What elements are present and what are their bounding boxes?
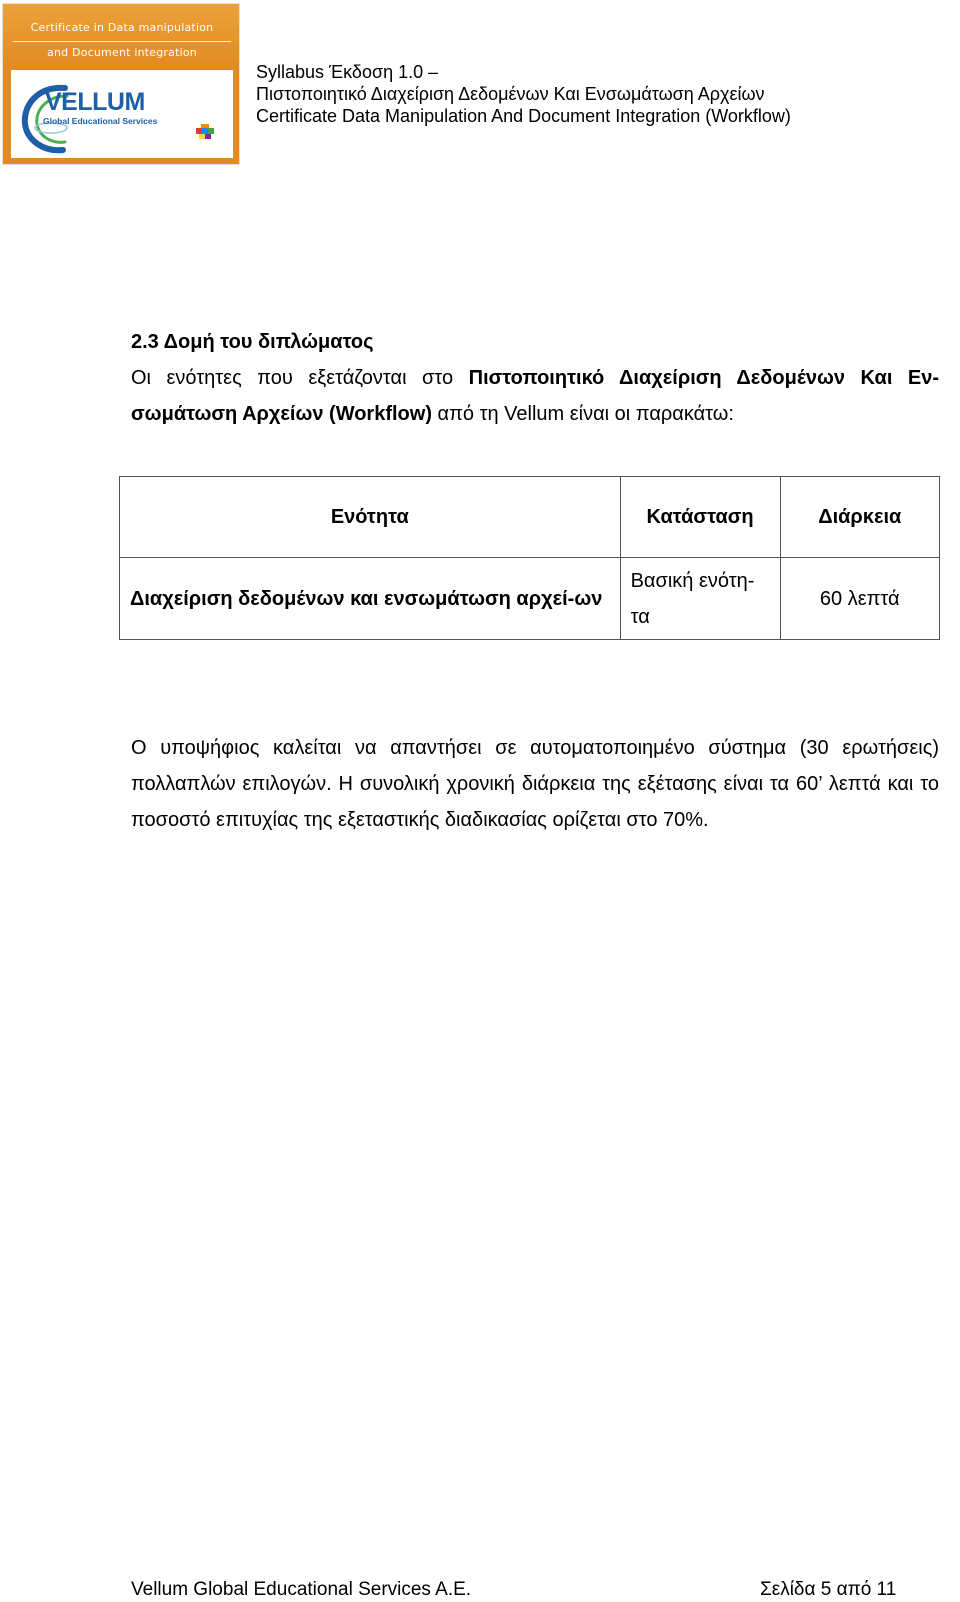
intro-text-end: από τη Vellum είναι οι παρακάτω: — [432, 403, 734, 425]
intro-certificate-name: Πιστοποιητικό Διαχείριση Δεδομένων Και Εν-σωμάτωση Αρχείων (Workflow) — [131, 367, 939, 425]
logo-brand: VELLUM — [45, 88, 145, 116]
exam-paragraph: Ο υποψήφιος καλείται να απαντήσει σε αυτοματοποιημένο σύστημα (30 ερωτήσεις) πολλαπλών επιλογών. Η συνολική χρονική διάρκεια της εξέτασης είναι τα 60’ λεπτά και το ποσοστό επιτυχίας της εξεταστικής διαδικασίας ορίζεται στο 70%. — [131, 737, 939, 831]
header-duration: Διάρκεια — [780, 477, 939, 558]
header-status: Κατάσταση — [620, 477, 780, 558]
intro-paragraph — [131, 360, 939, 432]
intro-text-start: Οι ενότητες που εξετάζονται στο — [131, 367, 469, 389]
table-header-row — [120, 477, 940, 558]
logo-subtitle: Global Educational Services — [43, 116, 158, 126]
header-title-english: Certificate Data Manipulation And Document Integration (Workflow) — [256, 106, 791, 126]
cell-module: Διαχείριση δεδομένων και ενσωμάτωση αρχεί-ων — [120, 558, 621, 640]
footer-company: Vellum Global Educational Services A.E. — [131, 1579, 472, 1600]
cube-icon — [195, 124, 215, 140]
logo-banner — [3, 4, 240, 70]
modules-table — [119, 476, 940, 640]
header-module: Ενότητα — [120, 477, 621, 558]
logo-line-1: Certificate in Data manipulation — [30, 21, 214, 34]
vellum-logo — [2, 3, 240, 165]
header-title-greek: Πιστοποιητικό Διαχείριση Δεδομένων Και Ενσωμάτωση Αρχείων — [256, 84, 765, 104]
footer-page-number: Σελίδα 5 από 11 — [760, 1579, 897, 1600]
cell-duration: 60 λεπτά — [780, 558, 939, 640]
section-title: 2.3 Δομή του διπλώματος — [131, 331, 374, 353]
header-version: Syllabus Έκδοση 1.0 – — [256, 62, 439, 82]
table-row — [120, 558, 940, 640]
logo-line-2: and Document integration — [47, 46, 197, 59]
logo-divider — [13, 41, 231, 42]
cell-status: Βασική ενότη-τα — [620, 558, 780, 640]
